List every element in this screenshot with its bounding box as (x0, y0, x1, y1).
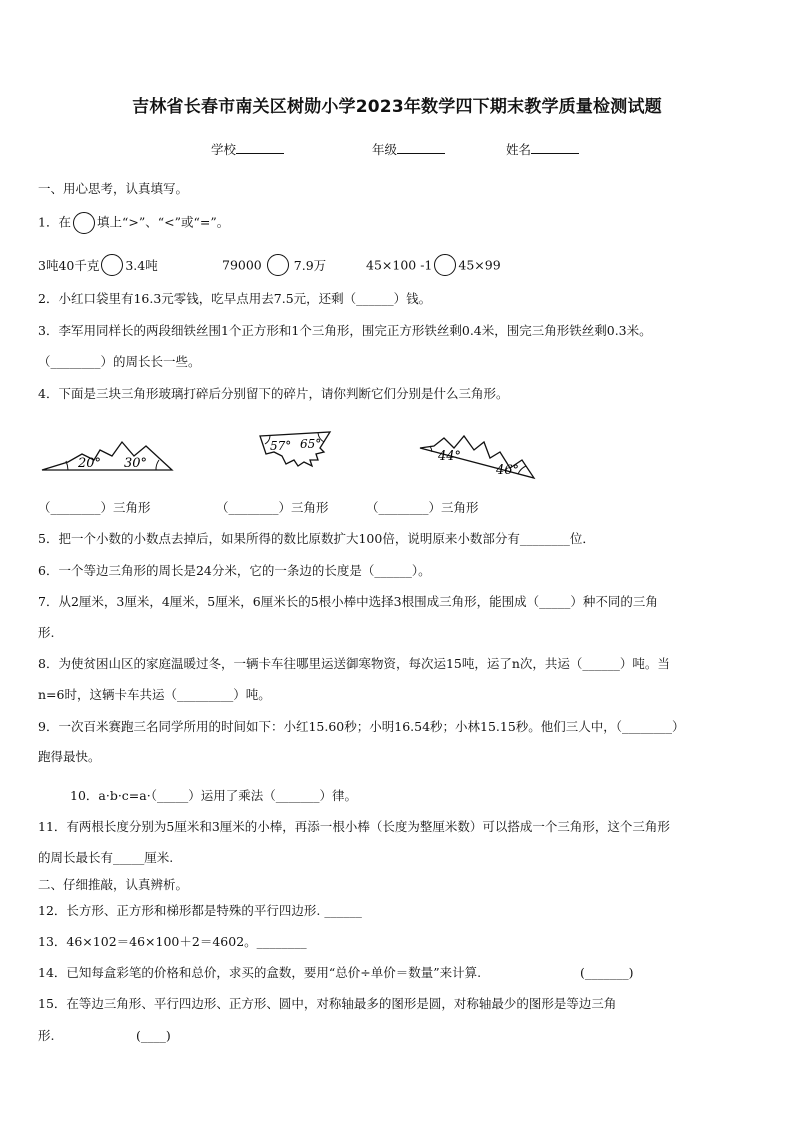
name-blank[interactable] (531, 142, 579, 154)
question-10: 10．a·b·c=a·（_____）运用了乘法（_______）律。 (70, 788, 357, 803)
question-4: 4．下面是三块三角形玻璃打碎后分别留下的碎片，请你判断它们分别是什么三角形。 (38, 386, 509, 401)
question-9-line-1: 9．一次百米赛跑三名同学所用的时间如下：小红15.60秒；小明16.54秒；小林15.15秒。他们三人中，（________） (38, 719, 685, 734)
question-7-line-1: 7．从2厘米，3厘米，4厘米，5厘米，6厘米长的5根小棒中选择3根围成三角形，能围成（_____）种不同的三角 (38, 594, 658, 609)
fragment-3-angle-2: 46° (496, 463, 520, 478)
grade-label: 年级 (372, 142, 398, 157)
question-8-line-1: 8．为使贫困山区的家庭温暖过冬，一辆卡车往哪里运送御寒物资，每次运15吨，运了n次，共运（______）吨。当 (38, 656, 670, 671)
circle-icon (73, 212, 95, 234)
fragment-2-answer[interactable]: （________）三角形 (216, 500, 329, 515)
fragment-1-answer[interactable]: （________）三角形 (38, 500, 151, 515)
fragment-2-angle-2: 65° (300, 437, 322, 451)
page-title: 吉林省长春市南关区树勋小学2023年数学四下期末教学质量检测试题 (132, 97, 662, 117)
question-3-line-2: （________）的周长长一些。 (38, 354, 201, 369)
school-field (211, 140, 284, 158)
compare-1 (38, 254, 158, 276)
compare-3-circle[interactable] (434, 254, 456, 276)
compare-1-right: 3.4吨 (125, 258, 158, 273)
name-label: 姓名 (506, 142, 532, 157)
triangle-fragment-2 (258, 430, 334, 470)
compare-3-left: 45×100 -1 (366, 257, 433, 273)
question-11-line-1: 11．有两根长度分别为5厘米和3厘米的小棒，再添一根小棒（长度为整厘米数）可以搭成一个三角形，这个三角形 (38, 819, 670, 834)
section-2-heading: 二、仔细推敲，认真辨析。 (38, 877, 189, 892)
question-15-answer[interactable]: (____) (136, 1028, 171, 1043)
question-13: 13．46×102＝46×100＋2＝4602。________ (38, 934, 307, 949)
question-1 (38, 212, 229, 234)
triangle-fragment-3 (414, 428, 540, 482)
section-1-heading: 一、用心思考，认真填写。 (38, 181, 189, 196)
question-12: 12．长方形、正方形和梯形都是特殊的平行四边形. ______ (38, 903, 362, 918)
compare-3 (366, 254, 501, 276)
compare-2 (222, 254, 326, 276)
fragment-1-angle-2: 30° (124, 456, 148, 471)
question-2: 2．小红口袋里有16.3元零钱，吃早点用去7.5元，还剩（______）钱。 (38, 291, 432, 306)
question-6: 6．一个等边三角形的周长是24分米，它的一条边的长度是（______）。 (38, 563, 431, 578)
question-7-line-2: 形. (38, 625, 55, 640)
q1-prefix: 1．在 (38, 214, 71, 230)
school-label: 学校 (211, 142, 237, 157)
question-9-line-2: 跑得最快。 (38, 749, 101, 764)
question-14: 14．已知每盒彩笔的价格和总价，求买的盒数，要用“总价÷单价＝数量”来计算. (38, 965, 482, 980)
question-11-line-2: 的周长最长有_____厘米. (38, 850, 174, 865)
grade-field (372, 140, 445, 158)
fragment-3-angle-1: 44° (438, 449, 462, 464)
fragment-1-angle-1: 20° (78, 456, 102, 471)
grade-blank[interactable] (397, 142, 445, 154)
compare-1-circle[interactable] (101, 254, 123, 276)
triangle-fragment-1 (38, 436, 178, 478)
compare-1-left: 3吨40千克 (38, 258, 100, 273)
compare-2-left: 79000 (222, 257, 262, 273)
q1-suffix: 填上“>”、“<”或“=”。 (96, 214, 230, 230)
question-3-line-1: 3．李军用同样长的两段细铁丝围1个正方形和1个三角形，围完正方形铁丝剩0.4米，围完三角形铁丝剩0.3米。 (38, 323, 652, 338)
question-5: 5．把一个小数的小数点去掉后，如果所得的数比原数扩大100倍，说明原来小数部分有________位． (38, 531, 595, 546)
compare-3-right: 45×99 (458, 257, 501, 273)
school-blank[interactable] (236, 142, 284, 154)
name-field (506, 140, 579, 158)
question-15-line-2: 形. (38, 1028, 55, 1043)
question-14-answer[interactable]: (_______) (580, 965, 634, 980)
question-15-line-1: 15．在等边三角形、平行四边形、正方形、圆中，对称轴最多的图形是圆，对称轴最少的图形是等边三角 (38, 996, 617, 1011)
question-8-line-2: n=6时，这辆卡车共运（_________）吨。 (38, 687, 271, 702)
compare-2-circle[interactable] (267, 254, 289, 276)
fragment-3-answer[interactable]: （________）三角形 (366, 500, 479, 515)
compare-2-right: 7.9万 (293, 258, 327, 273)
fragment-2-angle-1: 57° (270, 439, 292, 453)
